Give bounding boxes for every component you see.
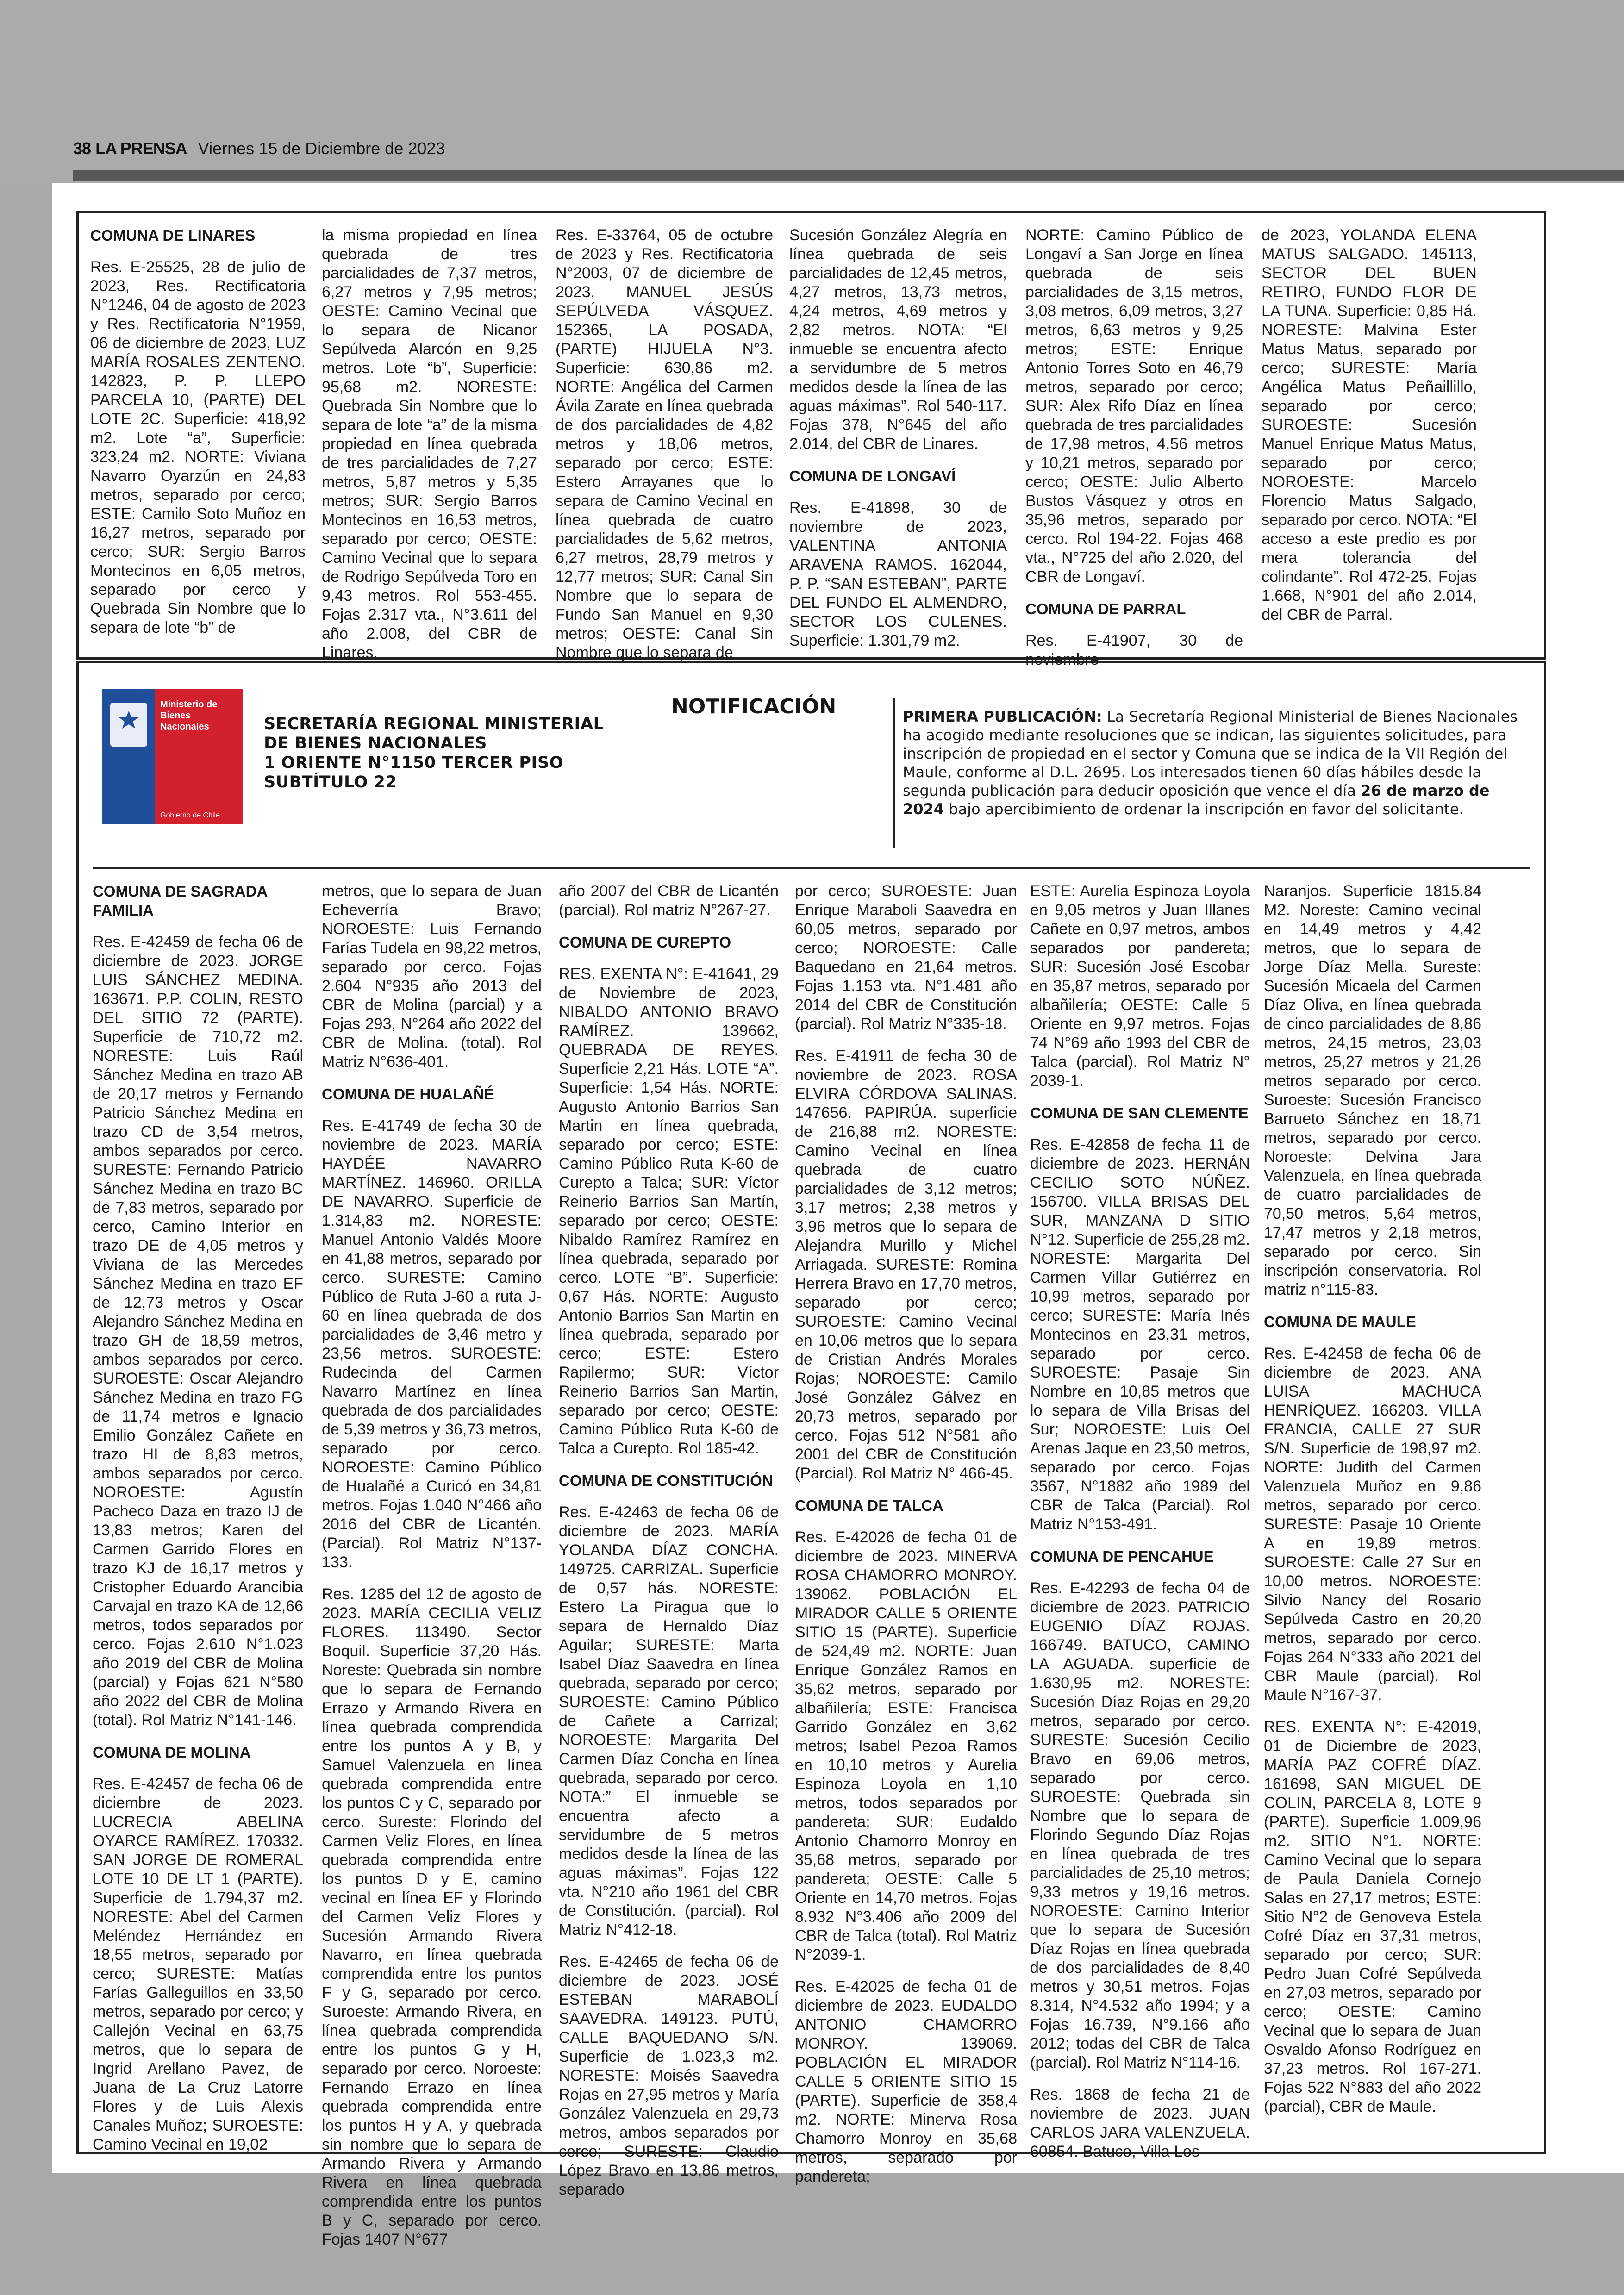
notice-paragraph: Res. E-42293 de fecha 04 de diciembre de 2023. PATRICIO EUGENIO DÍAZ ROJAS. 166749. BATUCO, CAMINO LA AGUADA. superficie de 1.630,95 m2. NORESTE: Sucesión Díaz Rojas en 29,20 metros, separado por cerco. SURESTE: Sucesión Cecilio Bravo en 69,06 metros, separado por cerco. SUROESTE: Quebrada sin Nombre que lo separa de Florindo Segundo Díaz Rojas en línea quebrada de tres parcialidades de 25,10 metros; 9,33 metros y 19,16 metros. NOROESTE: Camino Interior que lo separa de Sucesión Díaz Rojas en línea quebrada de dos parcialidades de 8,40 metros y 30,51 metros. Fojas 8.314, N°4.532 año 1994; y a Fojas 16.739, N°9.166 año 2012; todas del CBR de Talca (parcial). Rol Matriz N°114-16.	[1030, 1579, 1250, 2071]
notice-paragraph: Res. E-25525, 28 de julio de 2023, Res. Rectificatoria N°1246, 04 de agosto de 2023 y Res. Rectificatoria N°1959, 06 de diciembre de 2023, LUZ MARÍA ROSALES ZENTENO. 142823, P. P. LLEPO PARCELA 10, (PARTE) DEL LOTE 2C. Superficie: 418,92 m2. Lote “a”, Superficie: 323,24 m2. NORTE: Viviana Navarro Oyarzún en 24,83 metros, separado por cerco; ESTE: Camilo Soto Muñoz en 16,27 metros, separado por cerco; SUR: Sergio Barros Montecinos en 6,05 metros, separado por cerco y Quebrada Sin Nombre que lo separa de lote “b” de	[90, 258, 306, 636]
top-column-2	[322, 226, 537, 661]
notice-paragraph: por cerco; SUROESTE: Juan Enrique Maraboli Saavedra en 60,05 metros, separado por cerco; NOROESTE: Calle Baquedano en 21,64 metros. Fojas 1.153 vta. N°1.481 año 2014 del CBR de Constitución (parcial). Rol Matriz N°335-18.	[795, 882, 1017, 1033]
section-heading: COMUNA DE LINARES	[90, 227, 256, 244]
header-divider-vertical	[893, 698, 895, 848]
notice-paragraph: de 2023, YOLANDA ELENA MATUS SALGADO. 145113, SECTOR DEL BUEN RETIRO, FUNDO FLOR DE LA TUNA. Superficie: 0,85 Há. NORESTE: Malvina Ester Matus Matus, separado por cerco; SURESTE: María Angélica Matus Peñaillillo, separado por cerco; SUROESTE: Sucesión Manuel Enrique Matus Matus, separado por cerco; NOROESTE: Marcelo Florencio Matus Salgado, separado por cerco. NOTA: “El acceso a este predio es por mera tolerancia del colindante”. Rol 472-25. Fojas 1.668, N°901 del año 2.014, del CBR de Parral.	[1262, 226, 1477, 624]
section-heading: COMUNA DE MOLINA	[93, 1744, 251, 1761]
notice-paragraph: Res. E-42025 de fecha 01 de diciembre de 2023. EUDALDO ANTONIO CHAMORRO MONROY. 139069. POBLACIÓN EL MIRADOR CALLE 5 ORIENTE SITIO 15 (PARTE). Superficie de 358,4 m2. NORTE: Minerva Rosa Chamorro Monroy en 35,68 metros, separado por pandereta;	[795, 1978, 1017, 2185]
header-rule	[73, 170, 1624, 181]
publication-intro	[903, 707, 1525, 818]
publication-date: Viernes 15 de Diciembre de 2023	[198, 139, 445, 158]
notice-paragraph: Res. E-42026 de fecha 01 de diciembre de 2023. MINERVA ROSA CHAMORRO MONROY. 139062. POBLACIÓN EL MIRADOR CALLE 5 ORIENTE SITIO 15 (PARTE). Superficie de 524,49 m2. NORTE: Juan Enrique González Ramos en 35,62 metros, separado por albañilería; ESTE: Francisca Garrido González en 3,62 metros; Isabel Pezoa Ramos en 10,10 metros y Aurelia Espinoza Loyola en 1,10 metros, todos separados por pandereta; SUR: Eudaldo Antonio Chamorro Monroy en 35,68 metros, separado por pandereta; OESTE: Calle 5 Oriente en 14,70 metros. Fojas 8.932 N°3.406 año 2009 del CBR de Talca (total). Rol Matriz N°2039-1.	[795, 1528, 1017, 1964]
notice-paragraph: Res. E-41911 de fecha 30 de noviembre de 2023. ROSA ELVIRA CÓRDOVA SALINAS. 147656. PAPIRÚA. superficie de 216,88 m2. NORESTE: Camino Vecinal en línea quebrada de cuatro parcialidades de 3,12 metros; 3,17 metros; 2,38 metros y 3,96 metros que lo separa de Alejandra Murillo y Michel Arriagada. SURESTE: Romina Herrera Bravo en 17,70 metros, separado por cerco; SUROESTE: Camino Vecinal en 10,06 metros que lo separa de Cristian Andrés Morales Rojas; NOROESTE: Camilo José González Gálvez en 20,73 metros, separado por cerco. Fojas 512 N°581 año 2001 del CBR de Constitución (Parcial). Rol Matriz N° 466-45.	[795, 1047, 1017, 1482]
section-heading: COMUNA DE CONSTITUCIÓN	[559, 1472, 773, 1489]
section-heading: COMUNA DE LONGAVÍ	[789, 468, 956, 485]
notice-paragraph: Res. E-42458 de fecha 06 de diciembre de 2023. ANA LUISA MACHUCA HENRÍQUEZ. 166203. VILLA FRANCIA, CALLE 27 SUR S/N. Superficie de 198,97 m2. NORTE: Judith del Carmen Valenzuela Muñoz en 9,86 metros, separado por cerco. SURESTE: Pasaje 10 Oriente A en 19,89 metros. SUROESTE: Calle 27 Sur en 10,00 metros. NOROESTE: Silvio Nancy del Rosario Sepúlveda Castro en 20,20 metros, separado por cerco. Fojas 264 N°333 año 2021 del CBR Maule (parcial). Rol Maule N°167-37.	[1264, 1345, 1481, 1704]
section-heading: COMUNA DE PARRAL	[1025, 600, 1186, 617]
notice-paragraph: Res. E-42459 de fecha 06 de diciembre de 2023. JORGE LUIS SÁNCHEZ MEDINA. 163671. P.P. COLIN, RESTO DEL SITIO 72 (PARTE). Superficie de 710,72 m2. NORESTE: Luis Raúl Sánchez Medina en trazo AB de 20,17 metros y Fernando Patricio Sánchez Medina en trazo CD de 3,54 metros, ambos separados por cerco. SURESTE: Fernando Patricio Sánchez Medina en trazo BC de 7,83 metros, separado por cerco, Camino Interior en trazo DE de 4,05 metros y Viviana de las Mercedes Sánchez Medina en trazo EF de 12,73 metros y Oscar Alejandro Sánchez Medina en trazo GH de 18,59 metros, ambos separados por cerco. SUROESTE: Oscar Alejandro Sánchez Medina en trazo FG de 11,74 metros e Ignacio Emilio González Cañete en trazo HI de 8,83 metros, ambos separados por cerco. NOROESTE: Agustín Pacheco Daza en trazo IJ de 13,83 metros; Karen del Carmen Garrido Flores en trazo KJ de 16,17 metros y Cristopher Eduardo Arancibia Carvajal en trazo KA de 12,66 metros, todos separados por cerco. Fojas 2.610 N°1.023 año 2019 del CBR de Molina (parcial) y Fojas 621 N°580 año 2022 del CBR de Molina (total). Rol Matriz N°141-146.	[93, 933, 303, 1729]
top-column-6	[1262, 226, 1477, 647]
deadline-date: 26 de marzo de 2024	[903, 782, 1490, 818]
notice-paragraph: Res. 1285 del 12 de agosto de 2023. MARÍA CECILIA VELIZ FLORES. 113490. Sector Boquil. Superficie 37,20 Hás. Noreste: Quebrada sin nombre que lo separa de Fernando Errazo y Armando Rivera en línea quebrada comprendida entre los puntos A y B, y Samuel Valenzuela en línea quebrada comprendida entre los puntos C y C, separado por cerco. Sureste: Florindo del Carmen Veliz Flores, en línea quebrada comprendida entre los puntos D y E, camino vecinal en línea EF y Florindo del Carmen Veliz Flores y Sucesión Armando Rivera Navarro, en línea quebrada comprendida entre los puntos F y G, separado por cerco. Suroeste: Armando Rivera, en línea quebrada comprendida entre los puntos G y H, separado por cerco. Noroeste: Fernando Errazo en línea quebrada comprendida entre los puntos H y A, y quebrada sin nombre que lo separa de Armando Rivera y Armando Rivera en línea quebrada comprendida entre los puntos B y C, separado por cerco. Fojas 1407 N°677	[322, 1585, 542, 2248]
section-heading: COMUNA DE TALCA	[795, 1497, 943, 1514]
top-column-4	[789, 226, 1007, 647]
notice-paragraph: Res. E-41898, 30 de noviembre de 2023, VALENTINA ANTONIA ARAVENA RAMOS. 162044, P. P. “SAN ESTEBAN”, PARTE DEL FUNDO EL ALMENDRO, SECTOR LOS CULENES. Superficie: 1.301,79 m2.	[789, 499, 1007, 649]
notice-paragraph: Naranjos. Superficie 1815,84 M2. Noreste: Camino vecinal en 14,49 metros y 4,42 metros, que lo separa de Jorge Díaz Mella. Sureste: Sucesión Micaela del Carmen Díaz Oliva, en línea quebrada de cinco parcialidades de 8,86 metros, 24,15 metros, 23,03 metros, 25,27 metros y 21,26 metros separado por cerco. Suroeste: Sucesión Francisco Barrueto Sánchez en 18,71 metros, separado por cerco. Noroeste: Delvina Jara Valenzuela, en línea quebrada de cuatro parcialidades de 70,50 metros, 5,64 metros, 17,47 metros y 2,18 metros, separado por cerco. Sin inscripción conservatoria. Rol matriz n°115-83.	[1264, 882, 1481, 1298]
section-heading: COMUNA DE SAGRADA FAMILIA	[93, 883, 268, 919]
notice-paragraph: Res. E-42465 de fecha 06 de diciembre de 2023. JOSÉ ESTEBAN MARABOLÍ SAAVEDRA. 149123. PUTÚ, CALLE BAQUEDANO S/N. Superficie de 1.023,3 m2. NORESTE: Moisés Saavedra Rojas en 27,95 metros y María González Valenzuela en 29,73 metros, ambos separados por cerco; SURESTE: Claudio López Bravo en 13,86 metros, separado	[559, 1953, 779, 2198]
publication-name: LA PRENSA	[95, 139, 187, 158]
ministry-line: SUBTÍTULO 22	[264, 773, 397, 792]
notice-paragraph: Res. 1868 de fecha 21 de noviembre de 2023. JUAN CARLOS JARA VALENZUELA. 60854. Batuco, Villa Los	[1030, 2086, 1250, 2160]
ministry-logo	[102, 689, 243, 824]
bottom-column-1	[93, 882, 303, 2153]
notice-paragraph: RES. EXENTA N°: E-41641, 29 de Noviembre de 2023, NIBALDO ANTONIO BRAVO RAMÍREZ. 139662, QUEBRADA DE REYES. Superficie 2,21 Hás. LOTE “A”. Superficie: 1,54 Hás. NORTE: Augusto Antonio Barrios San Martin en línea quebrada, separado por cerco; ESTE: Camino Público Ruta K-60 de Curepto a Talca; SUR: Víctor Reinerio Barrios San Martín, separado por cerco; OESTE: Nibaldo Ramírez Ramírez en línea quebrada, separado por cerco. LOTE “B”. Superficie: 0,67 Hás. NORTE: Augusto Antonio Barrios San Martin en línea quebrada, separado por cerco; ESTE: Estero Rapilermo; SUR: Víctor Reinerio Barrios San Martin, separado por cerco; OESTE: Camino Público Ruta K-60 de Talca a Curepto. Rol 185-42.	[559, 965, 779, 1457]
ministry-address	[264, 714, 604, 792]
notice-paragraph: Res. E-42457 de fecha 06 de diciembre de 2023. LUCRECIA ABELINA OYARCE RAMÍREZ. 170332. SAN JORGE DE ROMERAL LOTE 10 DE LT 1 (PARTE). Superficie de 1.794,37 m2. NORESTE: Abel del Carmen Meléndez Hernández en 18,55 metros, separado por cerco; SURESTE: Matías Farías Galleguillos en 33,50 metros, separado por cerco; y Callejón Vecinal en 63,75 metros, que lo separa de Ingrid Arellano Pavez, de Juana de La Cruz Latorre Flores y de Luis Alexis Canales Muñoz; SUROESTE: Camino Vecinal en 19,02	[93, 1775, 303, 2153]
notice-paragraph: RES. EXENTA N°: E-42019, 01 de Diciembre de 2023, MARÍA PAZ COFRÉ DÍAZ. 161698, SAN MIGUEL DE COLIN, PARCELA 8, LOTE 9 (PARTE). Superficie 1.009,96 m2. SITIO N°1. NORTE: Camino Vecinal que lo separa de Paula Daniela Cornejo Salas en 27,17 metros; ESTE: Sitio N°2 de Genoveva Estela Cofré Díaz en 37,31 metros, separado por cerco; SUR: Pedro Juan Cofré Sepúlveda en 27,03 metros, separado por cerco; OESTE: Camino Vecinal que lo separa de Juan Osvaldo Afonso Rodríguez en 37,23 metros. Rol 167-271. Fojas 522 N°883 del año 2022 (parcial), CBR de Maule.	[1264, 1718, 1481, 2115]
notice-paragraph: Res. E-42858 de fecha 11 de diciembre de 2023. HERNÁN CECILIO SOTO NÚÑEZ. 156700. VILLA BRISAS DEL SUR, MANZANA D SITIO N°12. Superficie de 255,28 m2. NORESTE: Margarita Del Carmen Villar Gutiérrez en 10,99 metros, separado por cerco; SURESTE: María Inés Montecinos en 23,31 metros, separado por cerco. SUROESTE: Pasaje Sin Nombre en 10,85 metros que lo separa de Villa Brisas del Sur; NOROESTE: Luis Oel Arenas Jaque en 23,50 metros, separado por cerco. Fojas 3567, N°1882 año 1989 del CBR de Talca (Parcial). Rol Matriz N°153-491.	[1030, 1136, 1250, 1533]
ministry-line: 1 ORIENTE N°1150 TERCER PISO	[264, 754, 563, 772]
notice-paragraph: Res. E-41749 de fecha 30 de noviembre de 2023. MARÍA HAYDÉE NAVARRO MARTÍNEZ. 146960. ORILLA DE NAVARRO. Superficie de 1.314,83 m2. NORESTE: Manuel Antonio Valdés Moore en 41,88 metros, separado por cerco. SURESTE: Camino Público de Ruta J-60 a ruta J-60 en línea quebrada de dos parcialidades de 3,46 metro y 23,56 metros. SUROESTE: Rudecinda del Carmen Navarro Martínez en línea quebrada de dos parcialidades de 5,39 metros y 36,73 metros, separado por cerco. NOROESTE: Camino Público de Hualañé a Curicó en 34,81 metros. Fojas 1.040 N°466 año 2016 del CBR de Licantén. (Parcial). Rol Matriz N°137-133.	[322, 1117, 542, 1571]
logo-line-2: Bienes	[160, 711, 191, 721]
intro-text: La Secretaría Regional Ministerial de Bienes Nacionales ha acogido mediante resoluciones que se indican, las siguientes solicitudes, para inscripción de propiedad en el sector y Comuna que se indica de la VII Región del Maule, conforme al D.L. 2695. Los interesados tienen 60 días hábiles desde la segunda publicación para deducir oposición que vence el día	[903, 708, 1518, 799]
intro-label: PRIMERA PUBLICACIÓN:	[903, 708, 1102, 725]
logo-line-1: Ministerio de	[160, 699, 218, 710]
logo-footer: Gobierno de Chile	[160, 811, 220, 819]
notice-paragraph: la misma propiedad en línea quebrada de tres parcialidades de 7,37 metros, 6,27 metros y 7,95 metros; OESTE: Camino Vecinal que lo separa de Nicanor Sepúlveda Alarcón en 9,25 metros. Lote “b”, Superficie: 95,68 m2. NORESTE: Quebrada Sin Nombre que lo separa de lote “a” de la misma propiedad en línea quebrada de tres parcialidades de 7,27 metros, 5,87 metros y 5,35 metros; SUR: Sergio Barros Montecinos en 16,53 metros, separado por cerco; OESTE: Camino Vecinal que lo separa de Rodrigo Sepúlveda Toro en 9,43 metros. Rol 553-455. Fojas 2.317 vta., N°3.611 del año 2.008, del CBR de Linares.	[322, 226, 537, 661]
notification-box	[76, 661, 1546, 2248]
intro-text-end: bajo apercibimiento de ordenar la inscripción en favor del solicitante.	[944, 800, 1464, 818]
section-heading: COMUNA DE MAULE	[1264, 1313, 1416, 1330]
notice-paragraph: NORTE: Camino Público de Longaví a San Jorge en línea quebrada de seis parcialidades de 3,15 metros, 3,08 metros, 6,09 metros, 3,27 metros, 6,63 metros y 9,25 metros; ESTE: Enrique Antonio Torres Soto en 46,79 metros, separado por cerco; SUR: Alex Rifo Díaz en línea quebrada de tres parcialidades de 17,98 metros, 4,56 metros y 10,21 metros, separado por cerco; OESTE: Julio Alberto Bustos Vásquez y otros en 35,96 metros, separado por cerco. Rol 194-22. Fojas 468 vta., N°725 del año 2.020, del CBR de Longaví.	[1025, 226, 1243, 586]
logo-line-3: Nacionales	[160, 722, 209, 732]
bottom-column-2	[322, 882, 542, 2248]
bottom-column-4	[795, 882, 1017, 2185]
notification-title: NOTIFICACIÓN	[671, 695, 837, 718]
notice-paragraph: año 2007 del CBR de Licantén (parcial). Rol matriz N°267-27.	[559, 882, 779, 919]
notice-paragraph: Sucesión González Alegría en línea quebrada de seis parcialidades de 12,45 metros, 4,27 metros, 13,73 metros, 4,24 metros, 4,69 metros y 2,82 metros. NOTA: “El inmueble se encuentra afecto a servidumbre de 5 metros medidos desde la línea de las aguas máximas”. Rol 540-117. Fojas 378, N°645 del año 2.014, del CBR de Linares.	[789, 226, 1007, 453]
header-divider-horizontal	[93, 867, 1530, 869]
bottom-column-6	[1264, 882, 1481, 2143]
bottom-column-5	[1030, 882, 1250, 2160]
notice-paragraph: Res. E-33764, 05 de octubre de 2023 y Res. Rectificatoria N°2003, 07 de diciembre de 2023, MANUEL JESÚS SEPÚLVEDA VÁSQUEZ. 152365, LA POSADA, (PARTE) HIJUELA N°3. Superficie: 630,86 m2. NORTE: Angélica del Carmen Ávila Zarate en línea quebrada de dos parcialidades de 4,82 metros y 18,06 metros, separado por cerco; ESTE: Estero Arrayanes que lo separa de Camino Vecinal en línea quebrada de cuatro parcialidades de 5,62 metros, 6,27 metros, 28,79 metros y 12,77 metros; SUR: Canal Sin Nombre que lo separa de Fundo San Manuel en 9,30 metros; OESTE: Canal Sin Nombre que lo separa de	[556, 226, 773, 661]
notice-paragraph: Res. E-42463 de fecha 06 de diciembre de 2023. MARÍA YOLANDA DÍAZ CONCHA. 149725. CARRIZAL. Superficie de 0,57 hás. NORESTE: Estero La Piragua que lo separa de Hernaldo Díaz Aguilar; SURESTE: Marta Isabel Díaz Saavedra en línea quebrada, separado por cerco; SUROESTE: Camino Público de Cañete a Carrizal; NOROESTE: Margarita Del Carmen Díaz Concha en línea quebrada, separado por cerco. NOTA:” El inmueble se encuentra afecto a servidumbre de 5 metros medidos desde la línea de las aguas máximas”. Fojas 122 vta. N°210 año 1961 del CBR de Constitución. (parcial). Rol Matriz N°412-18.	[559, 1503, 779, 1939]
top-column-3	[556, 226, 773, 661]
section-heading: COMUNA DE CUREPTO	[559, 934, 731, 951]
notice-paragraph: metros, que lo separa de Juan Echeverría Bravo; NOROESTE: Luis Fernando Farías Tudela en 98,22 metros, separado por cerco. Fojas 2.604 N°935 año 2013 del CBR de Molina (parcial) y a Fojas 293, N°264 año 2022 del CBR de Molina. (total). Rol Matriz N°636-401.	[322, 882, 542, 1071]
ministry-line: DE BIENES NACIONALES	[264, 734, 487, 753]
page-header	[73, 139, 445, 158]
page-number: 38	[73, 139, 91, 158]
top-column-5	[1025, 226, 1243, 668]
section-heading: COMUNA DE HUALAÑÉ	[322, 1085, 494, 1103]
bottom-column-3	[559, 882, 779, 2198]
section-heading: COMUNA DE SAN CLEMENTE	[1030, 1104, 1249, 1122]
ministry-line: SECRETARÍA REGIONAL MINISTERIAL	[264, 715, 604, 733]
notice-paragraph: Res. E-41907, 30 de noviembre	[1025, 632, 1243, 668]
top-notices-box	[76, 211, 1546, 668]
top-column-1	[90, 226, 306, 647]
notice-paragraph: ESTE: Aurelia Espinoza Loyola en 9,05 metros y Juan Illanes Cañete en 0,97 metros, ambos separados por pandereta; SUR: Sucesión José Escobar en 35,87 metros, separado por albañilería; OESTE: Calle 5 Oriente en 9,97 metros. Fojas 74 N°69 año 1993 del CBR de Talca (parcial). Rol Matriz N° 2039-1.	[1030, 882, 1250, 1090]
section-heading: COMUNA DE PENCAHUE	[1030, 1548, 1214, 1565]
